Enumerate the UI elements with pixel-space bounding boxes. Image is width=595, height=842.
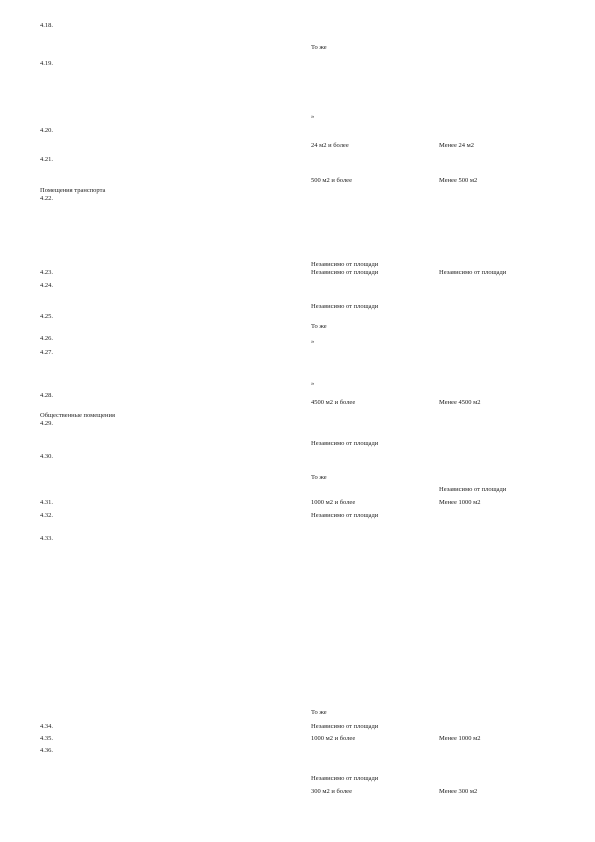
area-threshold: То же bbox=[311, 44, 327, 51]
area-threshold: » bbox=[311, 380, 315, 387]
small-area-threshold: Менее 1000 м2 bbox=[439, 499, 481, 506]
area-threshold: » bbox=[311, 338, 315, 345]
clause-number: 4.25. bbox=[40, 313, 53, 320]
area-threshold: Независимо от площади bbox=[311, 261, 379, 268]
area-threshold: Независимо от площади bbox=[311, 303, 379, 310]
clause-number: 4.26. bbox=[40, 335, 53, 342]
clause-number: 4.21. bbox=[40, 156, 53, 163]
section-heading: Помещения транспорта bbox=[40, 187, 106, 194]
clause-number: 4.33. bbox=[40, 535, 53, 542]
clause-number: 4.28. bbox=[40, 392, 53, 399]
clause-number: 4.19. bbox=[40, 60, 53, 67]
small-area-threshold: Менее 24 м2 bbox=[439, 142, 474, 149]
area-threshold: Независимо от площади bbox=[311, 512, 379, 519]
area-threshold: Независимо от площади bbox=[311, 440, 379, 447]
clause-number: 4.35. bbox=[40, 735, 53, 742]
area-threshold: То же bbox=[311, 709, 327, 716]
small-area-threshold: Менее 300 м2 bbox=[439, 788, 478, 795]
small-area-threshold: Независимо от площади bbox=[439, 486, 507, 493]
clause-number: 4.20. bbox=[40, 127, 53, 134]
clause-number: 4.18. bbox=[40, 22, 53, 29]
area-threshold: Независимо от площади bbox=[311, 269, 379, 276]
area-threshold: Независимо от площади bbox=[311, 775, 379, 782]
clause-number: 4.29. bbox=[40, 420, 53, 427]
clause-number: 4.32. bbox=[40, 512, 53, 519]
area-threshold: » bbox=[311, 113, 315, 120]
clause-number: 4.31. bbox=[40, 499, 53, 506]
clause-number: 4.24. bbox=[40, 282, 53, 289]
clause-number: 4.22. bbox=[40, 195, 53, 202]
clause-number: 4.36. bbox=[40, 747, 53, 754]
area-threshold: 300 м2 и более bbox=[311, 788, 352, 795]
area-threshold: То же bbox=[311, 323, 327, 330]
small-area-threshold: Менее 4500 м2 bbox=[439, 399, 481, 406]
area-threshold: 4500 м2 и более bbox=[311, 399, 356, 406]
section-heading: Общественные помещения bbox=[40, 412, 115, 419]
small-area-threshold: Независимо от площади bbox=[439, 269, 507, 276]
area-threshold: То же bbox=[311, 474, 327, 481]
area-threshold: 1000 м2 и более bbox=[311, 735, 356, 742]
area-threshold: 1000 м2 и более bbox=[311, 499, 356, 506]
clause-number: 4.27. bbox=[40, 349, 53, 356]
area-threshold: 24 м2 и более bbox=[311, 142, 349, 149]
area-threshold: 500 м2 и более bbox=[311, 177, 352, 184]
clause-number: 4.30. bbox=[40, 453, 53, 460]
clause-number: 4.23. bbox=[40, 269, 53, 276]
area-threshold: Независимо от площади bbox=[311, 723, 379, 730]
small-area-threshold: Менее 1000 м2 bbox=[439, 735, 481, 742]
clause-number: 4.34. bbox=[40, 723, 53, 730]
small-area-threshold: Менее 500 м2 bbox=[439, 177, 478, 184]
